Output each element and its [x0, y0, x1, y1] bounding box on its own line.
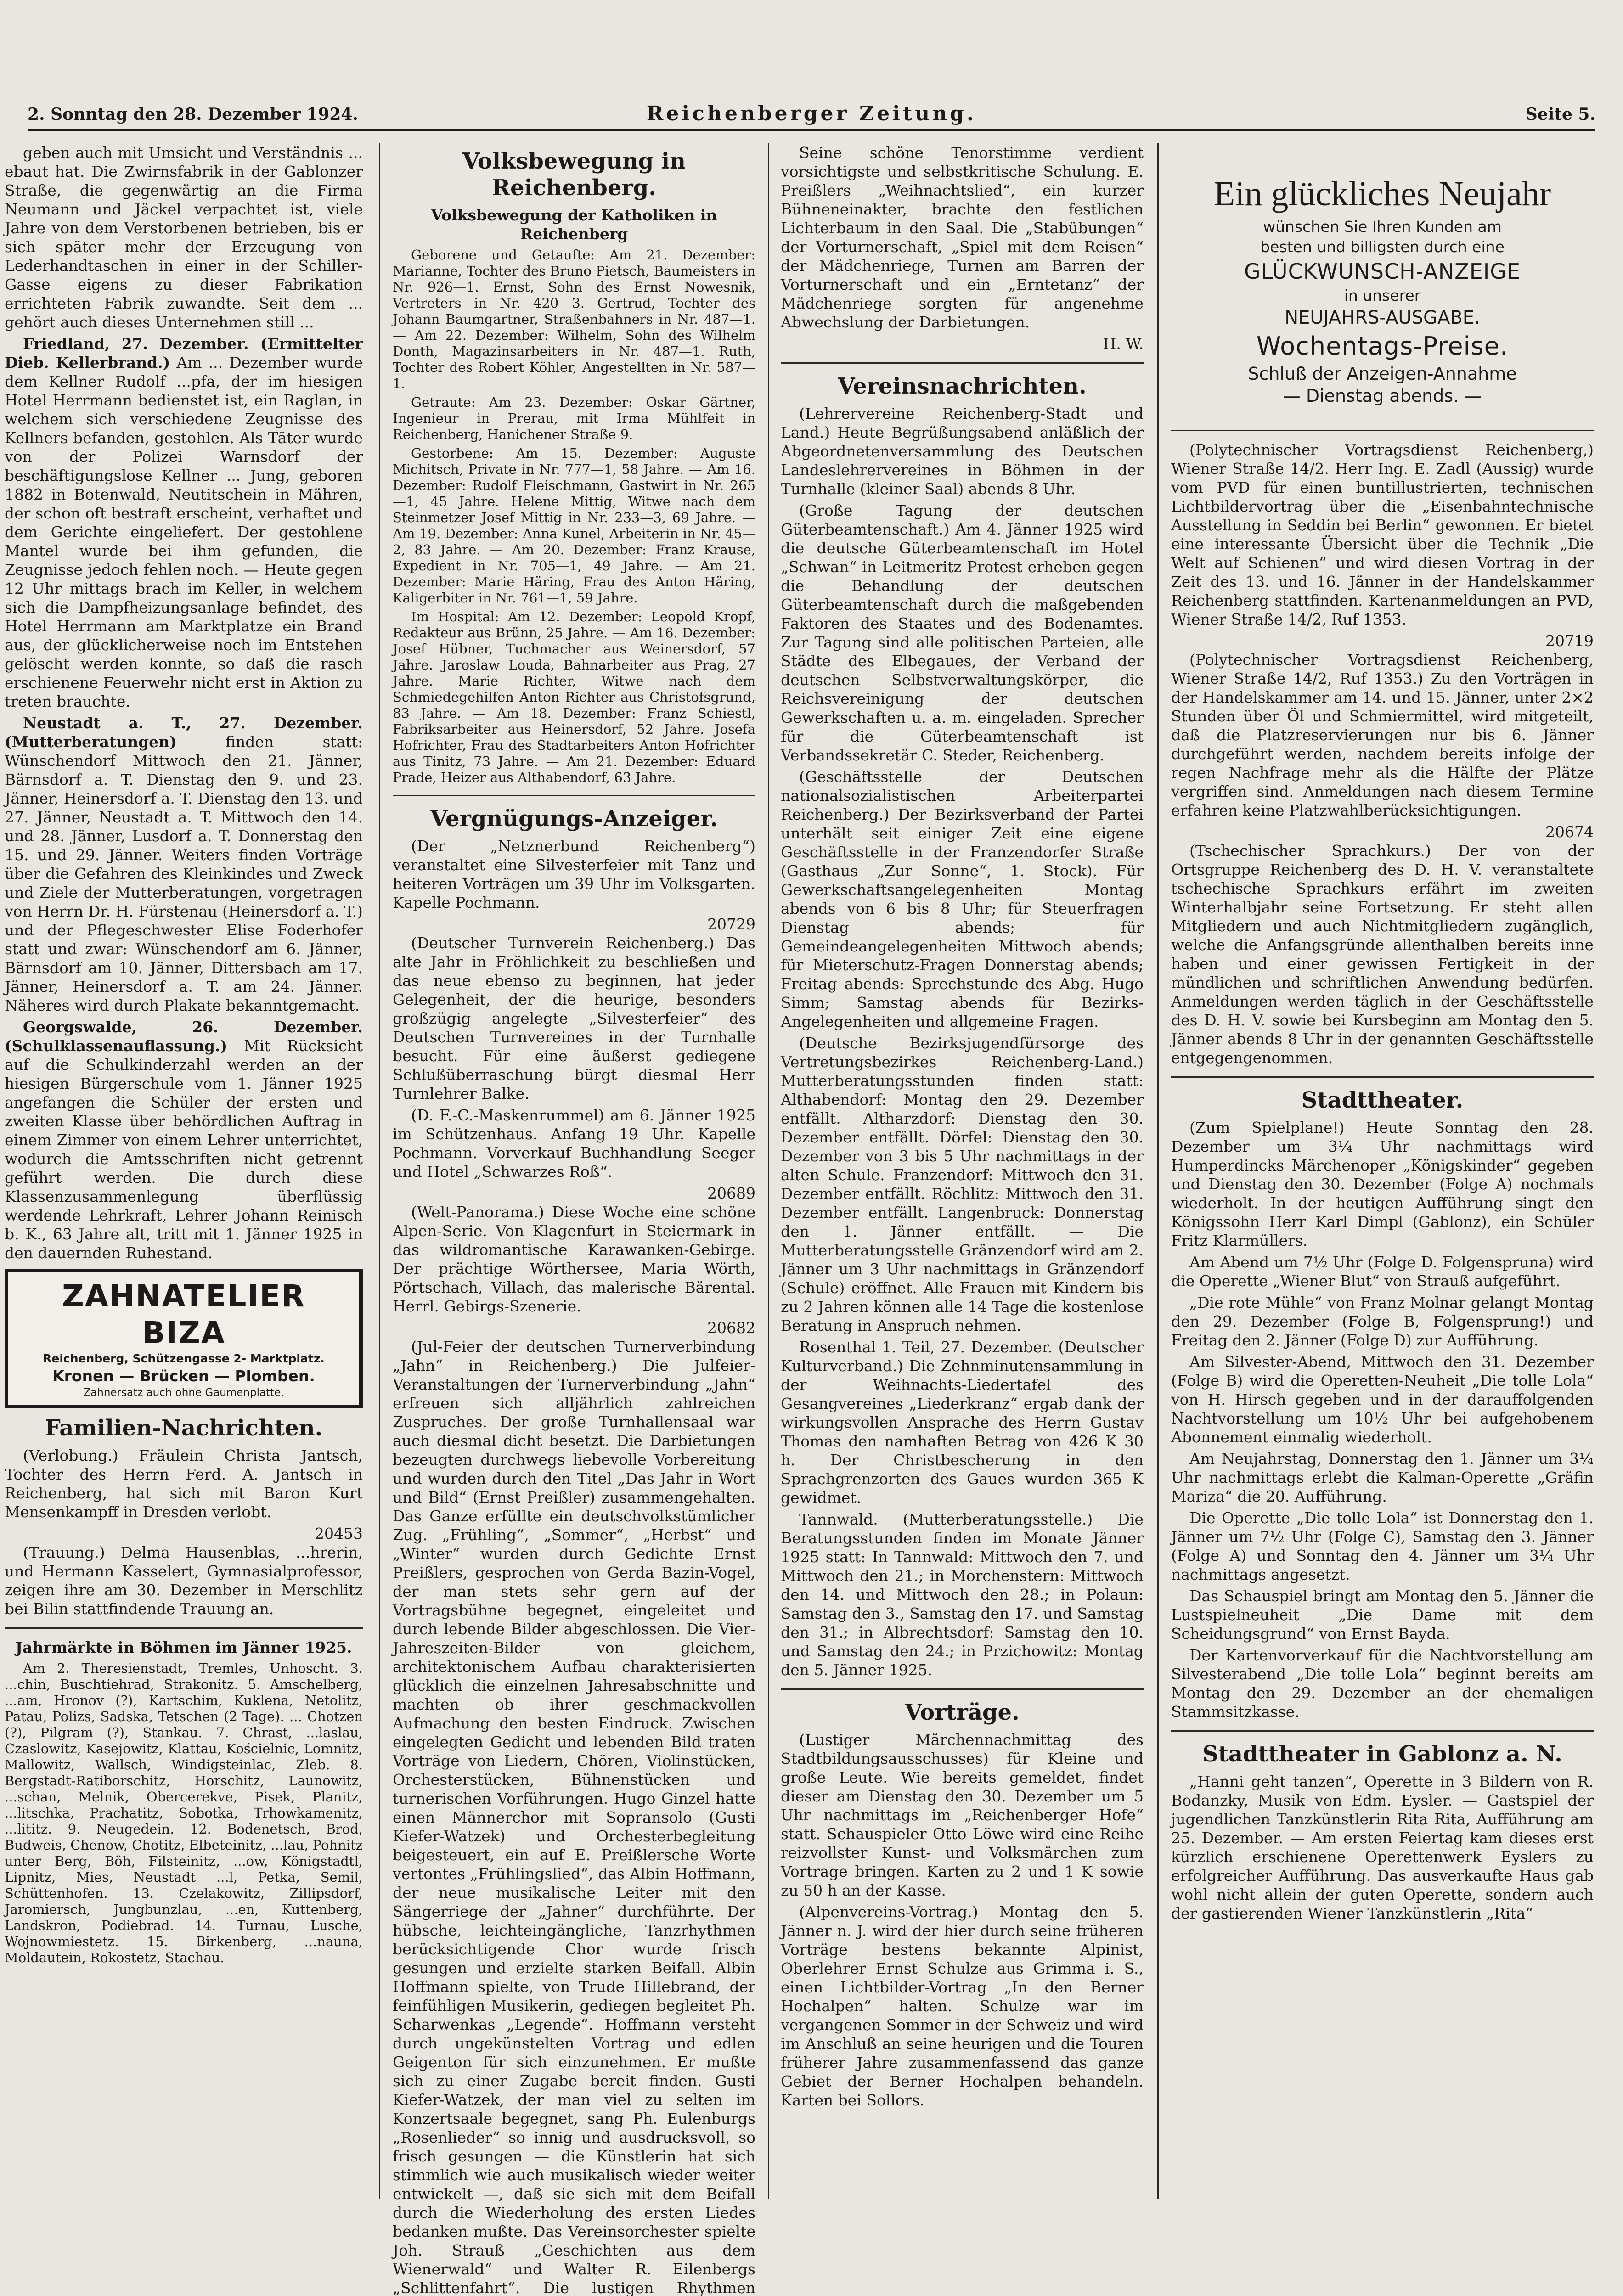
friedland-article	[5, 334, 363, 711]
entertainment-item: (Jul-Feier der deutschen Turnerverbindung „Jahn“ in Reichenberg.) Die Julfeier-Veranstaltungen der Turnerverbindung „Jahn“ erfreuen sich alljährlich zahlreichen Zuspruches. Der große Turnhallensaal war auch diesmal dicht besetzt. Die Darbietungen bezeugten durchwegs liebevolle Vorbereitung und wurden durch den Titel „Das Jahr in Wort und Bild“ (Ernst Preißler) zusammengehalten. Das Ganze erfüllte ein deutschvolkstümlicher Zug. „Frühling“, „Sommer“, „Herbst“ und „Winter“ wurden durch Gedichte Ernst Preißlers, gesprochen von Gerda Bazin-Vogel, der man stets sehr gern auf der Vortragsbühne begegnet, eingeleitet und durch lebende Bilder abgeschlossen. Die Vier-Jahreszeiten-Bilder von gleichem, architektonischem Aufbau charakterisierten glücklich die einzelnen Jahresabschnitte und machten ob ihrer geschmackvollen Aufmachung den besten Eindruck. Zwischen eingelegten Gedicht und lebenden Bild traten Vorträge von Liedern, Chören, Violinstücken, Orchesterstücken, Bühnenstücken und turnerischen Vorführungen. Hugo Ginzel hatte einen Männerchor mit Sopransolo (Gusti Kiefer-Watzek) und Orchesterbegleitung beigesteuert, ein auf E. Preißlersche Worte vertontes „Frühlingslied“, das Albin Hoffmann, der neue musikalische Leiter mit den Sängerriege der „Jahner“ durchführte. Der hübsche, leichteingängliche, Tanzrhythmen berücksichtigende Chor wurde frisch gesungen und erzielte starken Beifall. Albin Hoffmann spielte, von Trude Hillebrand, der feinfühligen Musikerin, gediegen begleitet Ph. Scharwenkas „Legende“. Hoffmann versteht durch ungekünstelten Vortrag und edlen Geigenton für sich einzunehmen. Er mußte sich zu einer Zugabe bereit finden. Gusti Kiefer-Watzek, der man viel zu selten im Konzertsaale begegnet, sang Ph. Eulenburgs „Rosenlieder“ so innig und ausdrucksvoll, so frisch gesungen — die Künstlerin hat sich stimmlich wie auch musikalisch wieder weiter entwickelt —, daß sie sich mit dem Beifall durch die Wiederholung des ersten Liedes bedanken mußte. Das Vereinsorchester spielte Joh. Strauß „Geschichten aus dem Wienerwald“ und Walter R. Eilenbergs „Schlittenfahrt“. Die lustigen Rhythmen	[393, 1338, 755, 2296]
hospital-deaths-list: Im Hospital: Am 12. Dezember: Leopold Kropf, Redakteur aus Brünn, 25 Jahre. — Am 16. Dezember: Josef Hübner, Tuchmacher aus Weinersdorf, 57 Jahre. Jaroslaw Louda, Bahnarbeiter aus Prag, 27 Jahre. Marie Richter, Witwe nach dem Schmiedegehilfen Anton Richter aus Christofsgrund, 83 Jahre. — Am 18. Dezember: Franz Schiestl, Fabriksarbeiter aus Heinersdorf, 52 Jahre. Josefa Hofrichter, Frau des Stadtarbeiters Anton Hofrichter aus Tinitz, 73 Jahre. — Am 21. Dezember: Eduard Prade, Heizer aus Althabendorf, 63 Jahre.	[393, 609, 755, 785]
family-news-heading: Familien-Nachrichten.	[45, 1415, 323, 1441]
author-signature: H. W.	[1103, 335, 1144, 353]
club-news-item: Tannwald. (Mutterberatungsstelle.) Die Beratungsstunden finden im Monate Jänner 1925 statt: In Tannwald: Mittwoch den 7. und Mittwoch den 21.; in Morchenstern: Mittwoch den 14. und Mittwoch den 28.; in Polaun: Samstag den 3., Samstag den 17. und Samstag den 31.; in Albrechtsdorf: Samstag den 10. und Samstag den 24.; in Przichowitz: Montag den 5. Jänner 1925.	[781, 1510, 1144, 1679]
theater-item: Am Neujahrstag, Donnerstag den 1. Jänner um 3¼ Uhr nachmittags erlebt die Kalman-Operette „Gräfin Mariza“ die 20. Aufführung.	[1171, 1450, 1594, 1505]
friedland-heading: Friedland, 27. Dezember. (Ermittelter Dieb. Kellerbrand.)	[5, 335, 363, 371]
club-news-item: (Geschäftsstelle der Deutschen nationalsozialistischen Arbeiterpartei Reichenberg.) Der Bezirksverband der Partei unterhält seit einiger Zeit eine eigene Geschäftsstelle in der Franzendorfer Straße (Gasthaus „Zur Sonne“, 1. Stock). Für Gewerkschaftsangelegenheiten Montag abends von 6 bis 8 Uhr; für Steuerfragen Dienstag abends; für Gemeindeangelegenheiten Mittwoch abends; für Mieterschutz-Fragen Donnerstag abends; Freitag abends: Sprechstunde des Abg. Hugo Simm; Samstag abends für Bezirks-Angelegenheiten und allgemeine Fragen.	[781, 768, 1144, 1030]
divider	[393, 795, 755, 796]
club-news-heading: Vereinsnachrichten.	[838, 373, 1087, 399]
club-news-item: (Große Tagung der deutschen Güterbeamtenschaft.) Am 4. Jänner 1925 wird die deutsche Güterbeamtenschaft im Hotel „Schwan“ in Leitmeritz Protest erheben gegen die Behandlung der deutschen Güterbeamtenschaft durch die maßgebenden Faktoren des Staates und des Bodenamtes. Zur Tagung sind alle politischen Parteien, alle Städte des Elbegaues, der Verband der deutschen Selbstverwaltungskörper, die Reichsvereinigung der deutschen Gewerkschaften u. a. m. eingeladen. Sprecher für die Güterbeamtenschaft ist Verbandssekretär C. Steder, Reichenberg.	[781, 501, 1144, 764]
gablonz-theater-heading: Stadttheater in Gablonz a. N.	[1202, 1741, 1562, 1767]
divider	[1171, 430, 1594, 431]
column-rule	[379, 143, 380, 2199]
divider	[781, 362, 1144, 364]
page-header	[28, 102, 1595, 131]
ad-number: 20674	[1545, 823, 1594, 841]
theater-item: Die Operette „Die tolle Lola“ ist Donnerstag den 1. Jänner um 7½ Uhr (Folge C), Samstag den 3. Jänner (Folge A) und Sonntag den 4. Jänner um 3¼ Uhr nachmittags angesetzt.	[1171, 1509, 1594, 1583]
entertainment-item: (Welt-Panorama.) Diese Woche eine schöne Alpen-Serie. Von Klagenfurt in Steiermark in das wildromantische Karawanken-Gebirge. Der prächtige Wörthersee, Maria Wörth, Pörtschach, Villach, das malerische Bärental. Herrl. Gebirgs-Szenerie.	[393, 1203, 755, 1315]
entertainment-heading: Vergnügungs-Anzeiger.	[430, 806, 718, 832]
newspaper-title: Reichenberger Zeitung.	[646, 102, 977, 125]
georgswalde-article	[5, 1018, 363, 1262]
markets-list: Am 2. Theresienstadt, Tremles, Unhoscht. 3. ...chin, Buschtiehrad, Strakonitz. 5. Amschelberg, ...am, Hronov (?), Kartschim, Kuklena, Netolitz, Patau, Polizs, Sadska, Tetschen (2 Tage). ... Chotzen (?), Pilgram (?), Stankau. 7. Chrast, ...laslau, Czaslowitz, Kasejowitz, Klattau, Kościelnic, Lomnitz, Mallowitz, Wallsch, Windigsteinlac, Zleb. 8. Bergstadt-Ratiborschitz, Horschitz, Launowitz, ...schan, Melnik, Obercerekve, Pisek, Planitz, ...litschka, Prachatitz, Sobotka, Trhowkamenitz, ...lititz. 9. Neugedein. 12. Bodenetsch, Brod, Budweis, Chenow, Chotitz, Elbeteinitz, ...lau, Pohnitz unter Berg, Böh, Filsteinitz, ...ow, Königstadtl, Lipnitz, Mies, Neustadt ...l, Petka, Semil, Schüttenhofen. 13. Czelakowitz, Zillipsdorf, Jaromiersch, Jungbunzlau, ...en, Kuttenberg, Landskron, Podiebrad. 14. Turnau, Lusche, Wojnowmiestetz. 15. Birkenberg, ...nauna, Moldautein, Rokostetz, Stachau.	[5, 1660, 363, 1965]
ad-headline: Ein glückliches Neujahr	[1213, 174, 1551, 213]
theater-item: Am Abend um 7½ Uhr (Folge D. Folgenspruna) wird die Operette „Wiener Blut“ von Strauß aufgeführt.	[1171, 1253, 1594, 1290]
neustadt-article	[5, 714, 363, 1015]
entertainment-item: (Der „Netznerbund Reichenberg“) veranstaltet eine Silvesterfeier mit Tanz und heiteren Vorträgen um 39 Uhr im Volksgarten. Kapelle Pochmann.	[393, 837, 755, 912]
zahnatelier-title: ZAHNATELIER BIZA	[62, 1278, 305, 1351]
ad-text: NEUJAHRS-AUSGABE.	[1285, 307, 1480, 328]
marriages-list: Getraute: Am 23. Dezember: Oskar Gärtner, Ingenieur in Prerau, mit Irma Mühlfeit in Reichenberg, Hanichener Straße 9.	[393, 394, 755, 442]
club-news-item: (Deutsche Bezirksjugendfürsorge des Vertretungsbezirkes Reichenberg-Land.) Mutterberatungsstunden finden statt: Althabendorf: Montag den 29. Dezember entfällt. Altharzdorf: Dienstag den 30. Dezember entfällt. Dörfel: Dienstag den 30. Dezember von 3 bis 5 Uhr nachmittags in der alten Schule. Franzendorf: Mittwoch den 31. Dezember entfällt. Röchlitz: Mittwoch den 31. Dezember entfällt. Langenbruck: Donnerstag den 1. Jänner entfällt. — Die Mutterberatungsstelle Gränzendorf wird am 2. Jänner um 3 Uhr nachmittags in Gränzendorf (Schule) eröffnet. Alle Frauen mit Kindern bis zu 2 Jahren können alle 14 Tage die kostenlose Beratung in Anspruch nehmen.	[781, 1034, 1144, 1334]
zahnatelier-note: Zahnersatz auch ohne Gaumenplatte.	[83, 1387, 284, 1399]
column-1	[5, 143, 363, 2199]
neustadt-heading: Neustadt a. T., 27. Dezember. (Mutterberatungen)	[5, 714, 363, 751]
club-news-item: Rosenthal 1. Teil, 27. Dezember. (Deutscher Kulturverband.) Die Zehnminutensammlung in der Weihnachts-Liedertafel des Gesangvereines „Liederkranz“ ergab dank der wirkungsvollen Ansprache des Herrn Gustav Thomas den namhaften Betrag von 426 K 30 h. Der Christbescherung in den Sprachgrenzorten des Gaues wurden 365 K gewidmet.	[781, 1338, 1144, 1507]
ad-text: — Dienstag abends. —	[1283, 386, 1482, 406]
zahnatelier-services: Kronen — Brücken — Plomben.	[52, 1367, 315, 1385]
column-4	[1171, 143, 1594, 2199]
ad-text: GLÜCKWUNSCH-ANZEIGE	[1244, 259, 1521, 284]
ad-number: 20682	[707, 1319, 755, 1337]
volksbewegung-heading: Volksbewegung in Reichenberg.	[462, 148, 686, 201]
column-rule	[768, 143, 769, 2199]
ad-text: Wochentags-Preise.	[1256, 332, 1509, 360]
column-rule	[1157, 143, 1159, 2199]
family-news-wedding: (Trauung.) Delma Hausenblas, ...hrerin, und Hermann Kasselert, Gymnasialprofessor, zeigen ihre am 30. Dezember in Merschlitz bei Bilin stattfindende Trauung an.	[5, 1543, 363, 1618]
header-date: 2. Sonntag den 28. Dezember 1924.	[28, 105, 358, 124]
page-number: Seite 5.	[1525, 105, 1595, 124]
zahnatelier-address: Reichenberg, Schützengasse 2- Marktplatz.	[43, 1352, 325, 1365]
column-3	[781, 143, 1144, 2199]
ad-text: Schluß der Anzeigen-Annahme	[1248, 364, 1517, 384]
deaths-list: Gestorbene: Am 15. Dezember: Auguste Michitsch, Private in Nr. 777—1, 58 Jahre. — Am 16. Dezember: Rudolf Fleischmann, Gastwirt in Nr. 265—1, 45 Jahre. Helene Mittig, Witwe nach dem Steinmetzer Josef Mittig in Nr. 233—3, 69 Jahre. — Am 19. Dezember: Anna Kunel, Arbeiterin in Nr. 45—2, 83 Jahre. — Am 20. Dezember: Franz Krause, Expedient in Nr. 705—1, 49 Jahre. — Am 21. Dezember: Marie Häring, Frau des Anton Häring, Kaligerbiter in Nr. 761—1, 59 Jahre.	[393, 445, 755, 606]
ad-number: 20719	[1545, 632, 1594, 650]
divider	[5, 1627, 363, 1629]
volksbewegung-subheading: Volksbewegung der Katholiken in Reichenberg	[431, 206, 717, 243]
divider	[1171, 1730, 1594, 1732]
markets-heading: Jahrmärkte in Böhmen im Jänner 1925.	[15, 1638, 352, 1656]
gablonz-theater-item: „Hanni geht tanzen“, Operette in 3 Bildern von R. Bodanzky, Musik von Edm. Eysler. — Gastspiel der jugendlichen Tanzkünstlerin Rita Rita, Aufführung am 25. Dezember. — Am ersten Feiertag kam dieses erst kürzlich erschienene Operettenwerk Eyslers zu erfolgreicher Aufführung. Das ausverkaufte Haus gab wohl nicht allein der guten Operette, sondern auch der gastierenden Wiener Tanzkünstlerin „Rita“	[1171, 1773, 1594, 1922]
lectures-heading: Vorträge.	[905, 1699, 1020, 1725]
lecture-item: (Lustiger Märchennachmittag des Stadtbildungsausschusses) für Kleine und große Leute. Wie bereits gemeldet, findet dieser am Dienstag den 30. Dezember um 5 Uhr nachmittags im „Reichenberger Hofe“ statt. Schauspieler Otto Löwe wird eine Reihe reizvollster Kunst- und Volksmärchen zum Vortrage bringen. Karten zu 2 und 1 K sowie zu 50 h an der Kasse.	[781, 1731, 1144, 1899]
ad-number: 20453	[315, 1525, 363, 1542]
ad-number: 20729	[707, 915, 755, 933]
georgswalde-body: Mit Rücksicht auf die Schulkinderzahl werden an der hiesigen Bürgerschule vom 1. Jänner 1925 angefangen die Schüler der ersten und zweiten Klasse über behördlichen Auftrag in einem Zimmer von einem Lehrer unterrichtet, wodurch die Amtsschriften nicht getrennt geführt werden. Die durch diese Klassenzusammenlegung überflüssig werdende Lehrkraft, Lehrer Johann Reinisch b. K., 63 Jahre alt, tritt mit 1. Jänner 1925 in den dauernden Ruhestand.	[5, 1037, 363, 1262]
theater-item: „Die rote Mühle“ von Franz Molnar gelangt Montag den 29. Dezember (Folge B, Folgensprung!) und Freitag den 2. Jänner (Folge D) zur Aufführung.	[1171, 1294, 1594, 1349]
theater-item: Der Kartenvorverkauf für die Nachtvorstellung am Silvesterabend „Die tolle Lola“ beginnt bereits am Montag den 29. Dezember an der ehemaligen Stammsitzkasse.	[1171, 1646, 1594, 1721]
theater-item: (Zum Spielplane!) Heute Sonntag den 28. Dezember um 3¼ Uhr nachmittags wird Humperdincks Märchenoper „Königskinder“ gegeben und Dienstag den 30. Dezember (Folge A) nochmals wiederholt. In der heutigen Aufführung singt den Königssohn Herr Karl Dimpl (Gablonz), ein Schüler Fritz Klarmüllers.	[1171, 1119, 1594, 1249]
family-news-engagement: (Verlobung.) Fräulein Christa Jantsch, Tochter des Herrn Ferd. A. Jantsch in Reichenberg, hat sich mit Baron Kurt Mensenkampff in Dresden verlobt.	[5, 1446, 363, 1521]
entertainment-item: (D. F.-C.-Maskenrummel) am 6. Jänner 1925 im Schützenhaus. Anfang 19 Uhr. Kapelle Pochmann. Vorverkauf Buchhandlung Seeger und Hotel „Schwarzes Roß“.	[393, 1106, 755, 1181]
notice-item: (Polytechnischer Vortragsdienst Reichenberg, Wiener Straße 14/2, Ruf 1353.) Zu den Vorträgen in der Handelskammer am 14. und 15. Jänner, unter 2×2 Stunden über Öl und Schmiermittel, wird mitgeteilt, daß die Platzreservierungen nur bis 6. Jänner durchgeführt werden, nachdem bereits infolge der regen Nachfrage mehr als die Hälfte der Plätze vergriffen sind. Anmeldungen nach diesem Termine erfahren keine Platzwahlberücksichtigungen.	[1171, 651, 1594, 819]
club-news-item: (Lehrervereine Reichenberg-Stadt und Land.) Heute Begrüßungsabend anläßlich der Abgeordnetenversammlung des Deutschen Landeslehrervereines in Böhmen in der Turnhalle (kleiner Saal) abends 8 Uhr.	[781, 405, 1144, 498]
georgswalde-heading: Georgswalde, 26. Dezember. (Schulklassenauflassung.)	[5, 1018, 363, 1055]
lecture-item: (Alpenvereins-Vortrag.) Montag den 5. Jänner n. J. wird der hier durch seine früheren Vorträge bestens bekannte Alpinist, Oberlehrer Ernst Schulze aus Grimma i. S., einen Lichtbilder-Vortrag „In den Berner Hochalpen“ halten. Schulze war im vergangenen Sommer in der Schweiz und wird im Anschluß an seine heurigen und die Touren früherer Jahre zusammenfassend das ganze Gebiet der Berner Hochalpen behandeln. Karten bei Sollors.	[781, 1903, 1144, 2109]
zahnatelier-ad	[5, 1269, 363, 1408]
theater-item: Das Schauspiel bringt am Montag den 5. Jänner die Lustspielneuheit „Die Dame mit dem Scheidungsgrund“ von Ernst Bayda.	[1171, 1587, 1594, 1643]
article-continuation: Seine schöne Tenorstimme verdient vorsichtigste und selbstkritische Schulung. E. Preißlers „Weihnachtslied“, ein kurzer Bühneneinakter, brachte den festlichen Lichterbaum in den Saal. Die „Stabübungen“ der Vorturnerschaft, „Spiel mit dem Reisen“ der Mädchenriege, Turnen am Barren der Vorturnerschaft und ein „Erntetanz“ der Mädchenriege sorgten für angenehme Abwechslung der Darbietungen.	[781, 144, 1144, 331]
ad-text: in unserer	[1344, 287, 1421, 304]
ad-text: wünschen Sie Ihren Kunden am	[1263, 218, 1502, 236]
notice-item: (Tschechischer Sprachkurs.) Der von der Ortsgruppe Reichenberg des D. H. V. veranstaltete tschechische Sprachkurs erfährt im zweiten Winterhalbjahr seine Fortsetzung. Er steht allen Mitgliedern und auch Nichtmitgliedern zugänglich, welche die Anfangsgründe allenthalben bereits inne haben und einer gewissen Fertigkeit in der mündlichen und schriftlichen Anwendung bedürfen. Anmeldungen werden täglich in der Geschäftsstelle des D. H. V. sowie bei Kursbeginn am Montag den 5. Jänner abends 8 Uhr in der genannten Geschäftsstelle entgegengenommen.	[1171, 842, 1594, 1067]
article-continuation: geben auch mit Umsicht und Verständnis ... ebaut hat. Die Zwirnsfabrik in der Gablonzer Straße, die gegenwärtig an die Firma Neumann und Jäckel verpachtet ist, viele Jahre von dem Verstorbenen betrieben, bis er sich später mehr der Erzeugung von Lederhandtaschen in einer in der Schiller-Gasse eigens zu dieser Fabrikation errichteten Fabrik zuwandte. Seit dem ... gehört auch dieses Unternehmen still ...	[5, 144, 363, 331]
theater-heading: Stadttheater.	[1301, 1087, 1464, 1113]
column-2	[393, 143, 755, 2296]
ad-number: 20689	[707, 1184, 755, 1202]
births-list: Geborene und Getaufte: Am 21. Dezember: Marianne, Tochter des Bruno Pietsch, Baumeisters in Nr. 926—1. Ernst, Sohn des Ernst Nowesnik, Vertreters in Nr. 420—3. Gertrud, Tochter des Johann Baumgartner, Straßenbahners in Nr. 487—1. — Am 22. Dezember: Wilhelm, Sohn des Wilhelm Donth, Magazinsarbeiters in Nr. 487—1. Ruth, Tochter des Robert Köhler, Angestellten in Nr. 587—1.	[393, 247, 755, 391]
theater-item: Am Silvester-Abend, Mittwoch den 31. Dezember (Folge B) wird die Operetten-Neuheit „Die tolle Lola“ von H. Hirsch gegeben und in der darauffolgenden Nachtvorstellung um 10½ Uhr bei aufgehobenem Abonnement einmalig wiederholt.	[1171, 1353, 1594, 1446]
neustadt-body: finden statt: Wünschendorf Mittwoch den 21. Jänner, Bärnsdorf a. T. Dienstag den 9. und 23. Jänner, Heinersdorf a. T. Dienstag den 13. und 27. Jänner, Neustadt a. T. Mittwoch den 14. und 28. Jänner, Lusdorf a. T. Donnerstag den 15. und 29. Jänner. Weiters finden Vorträge über die Gefahren des Kleinkindes und Zweck und Ziele der Mutterberatungen, vorgetragen von Herrn Dr. H. Fürstenau (Heinersdorf a. T.) und der Pflegeschwester Elise Foderhofer statt und zwar: Wünschendorf am 6. Jänner, Bärnsdorf am 10. Jänner, Dittersbach am 17. Jänner, Heinersdorf a. T. am 24. Jänner. Näheres wird durch Plakate bekanntgemacht.	[5, 733, 363, 1014]
notice-item: (Polytechnischer Vortragsdienst Reichenberg,) Wiener Straße 14/2. Herr Ing. E. Zadl (Aussig) wurde vom PVD für einen buntillustrierten, technischen Lichtbildervortrag über die „Eisenbahntechnische Ausstellung in Seddin bei Berlin“ gewonnen. Er bietet eine interessante Übersicht über die Technik „Die Welt auf Schienen“ und wird diesen Vortrag in der Zeit des 13. und 16. Jänner in der Handelskammer Reichenberg stattfinden. Kartenanmeldungen an PVD, Wiener Straße 14/2, Ruf 1353.	[1171, 441, 1594, 628]
friedland-body: Am ... Dezember wurde dem Kellner Rudolf ...pfa, der im hiesigen Hotel Herrmann bedienstet ist, ein Raglan, in welchem sich verschiedene Zeugnisse des Kellners befanden, gestohlen. Als Täter wurde von der Polizei Warnsdorf der beschäftigungslose Kellner ... Jung, geboren 1882 in Botenwald, Neutitschein in Mähren, der schon oft bestraft erscheint, verhaftet und dem Gerichte eingeliefert. Der gestohlene Mantel wurde bei ihm gefunden, die Zeugnisse jedoch fehlen noch. — Heute gegen 12 Uhr mittags brach im Keller, in welchem sich die Dampfheizungsanlage befindet, des Hotel Herrmann am Marktplatze ein Brand aus, der glücklicherweise noch im Entstehen gelöscht werden konnte, so daß die rasch erschienene Feuerwehr nicht erst in Aktion zu treten brauchte.	[5, 354, 363, 710]
divider	[1171, 1076, 1594, 1078]
ad-text: besten und billigsten durch eine	[1260, 238, 1505, 256]
divider	[781, 1688, 1144, 1690]
entertainment-item: (Deutscher Turnverein Reichenberg.) Das alte Jahr in Fröhlichkeit zu beschließen und das neue ebenso zu beginnen, hat jeder Gelegenheit, der die heurige, besonders großzügig angelegte „Silvesterfeier“ des Deutschen Turnvereines in der Turnhalle besucht. Für eine äußerst gediegene Schlußüberraschung bürgt diesmal Herr Turnlehrer Balke.	[393, 934, 755, 1103]
new-year-ad	[1176, 171, 1589, 407]
